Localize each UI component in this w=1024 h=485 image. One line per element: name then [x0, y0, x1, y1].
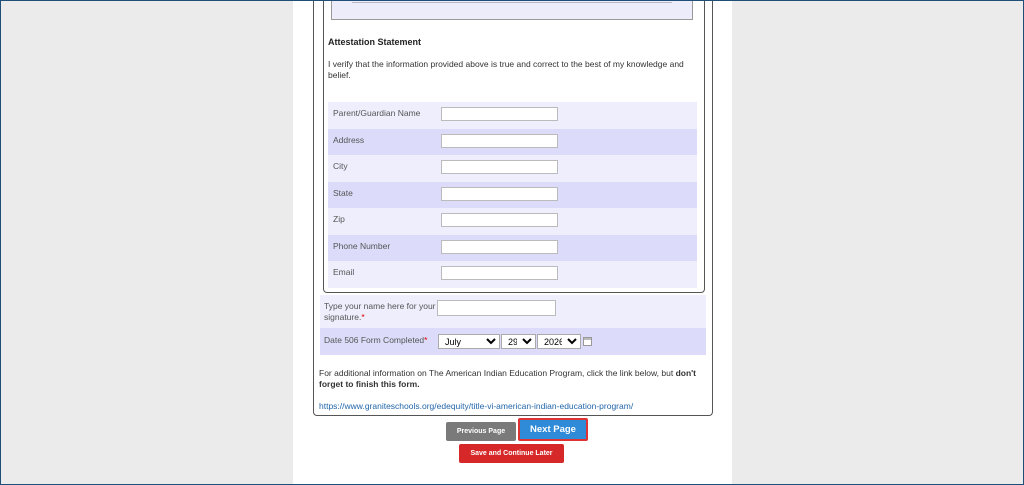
parent-guardian-name-input[interactable]	[441, 107, 558, 121]
save-and-continue-later-button[interactable]: Save and Continue Later	[459, 444, 564, 463]
signature-label-text: Type your name here for your signature.	[324, 301, 436, 322]
attestation-title: Attestation Statement	[328, 37, 422, 47]
american-indian-education-link[interactable]: https://www.graniteschools.org/edequity/title-vi-american-indian-education-program/	[319, 401, 634, 411]
phone-number-row	[328, 235, 697, 262]
year-select[interactable]	[537, 334, 581, 349]
additional-info-text-plain: For additional information on The American Indian Education Program, click the link below, but	[319, 368, 676, 378]
date-completed-row	[320, 328, 706, 355]
month-select[interactable]	[438, 334, 500, 349]
day-select[interactable]	[501, 334, 536, 349]
required-asterisk: *	[361, 312, 365, 322]
email-row	[328, 261, 697, 288]
phone-number-input[interactable]	[441, 240, 558, 254]
address-row	[328, 129, 697, 156]
signature-row	[320, 295, 706, 328]
additional-info-text-bold: don't forget to finish this form.	[319, 368, 697, 389]
parent-guardian-name-row	[328, 102, 697, 129]
previous-page-button[interactable]: Previous Page	[446, 422, 516, 441]
attestation-statement: I verify that the information provided above is true and correct to the best of my knowledge and belief.	[328, 59, 684, 80]
previous-section-remnant	[331, 0, 693, 20]
email-label: Email	[333, 267, 355, 277]
zip-input[interactable]	[441, 213, 558, 227]
parent-guardian-name-label: Parent/Guardian Name	[333, 108, 421, 118]
email-input[interactable]	[441, 266, 558, 280]
address-label: Address	[333, 134, 365, 145]
address-input[interactable]	[441, 134, 558, 148]
state-label: State	[333, 187, 353, 198]
state-input[interactable]	[441, 187, 558, 201]
date-completed-label	[324, 335, 427, 345]
city-label: City	[333, 161, 348, 171]
signature-input[interactable]	[437, 300, 556, 316]
signature-label	[324, 301, 440, 323]
state-row	[328, 182, 697, 209]
zip-row	[328, 208, 697, 235]
calendar-icon[interactable]	[583, 337, 592, 346]
zip-label: Zip	[333, 214, 345, 224]
additional-info-text	[319, 368, 705, 390]
date-completed-label-text: Date 506 Form Completed	[324, 335, 425, 345]
next-page-button[interactable]: Next Page	[518, 418, 588, 441]
previous-section-field-edge	[352, 2, 672, 3]
required-asterisk: *	[424, 335, 428, 345]
phone-number-label: Phone Number	[333, 240, 391, 251]
city-row	[328, 155, 697, 182]
city-input[interactable]	[441, 160, 558, 174]
